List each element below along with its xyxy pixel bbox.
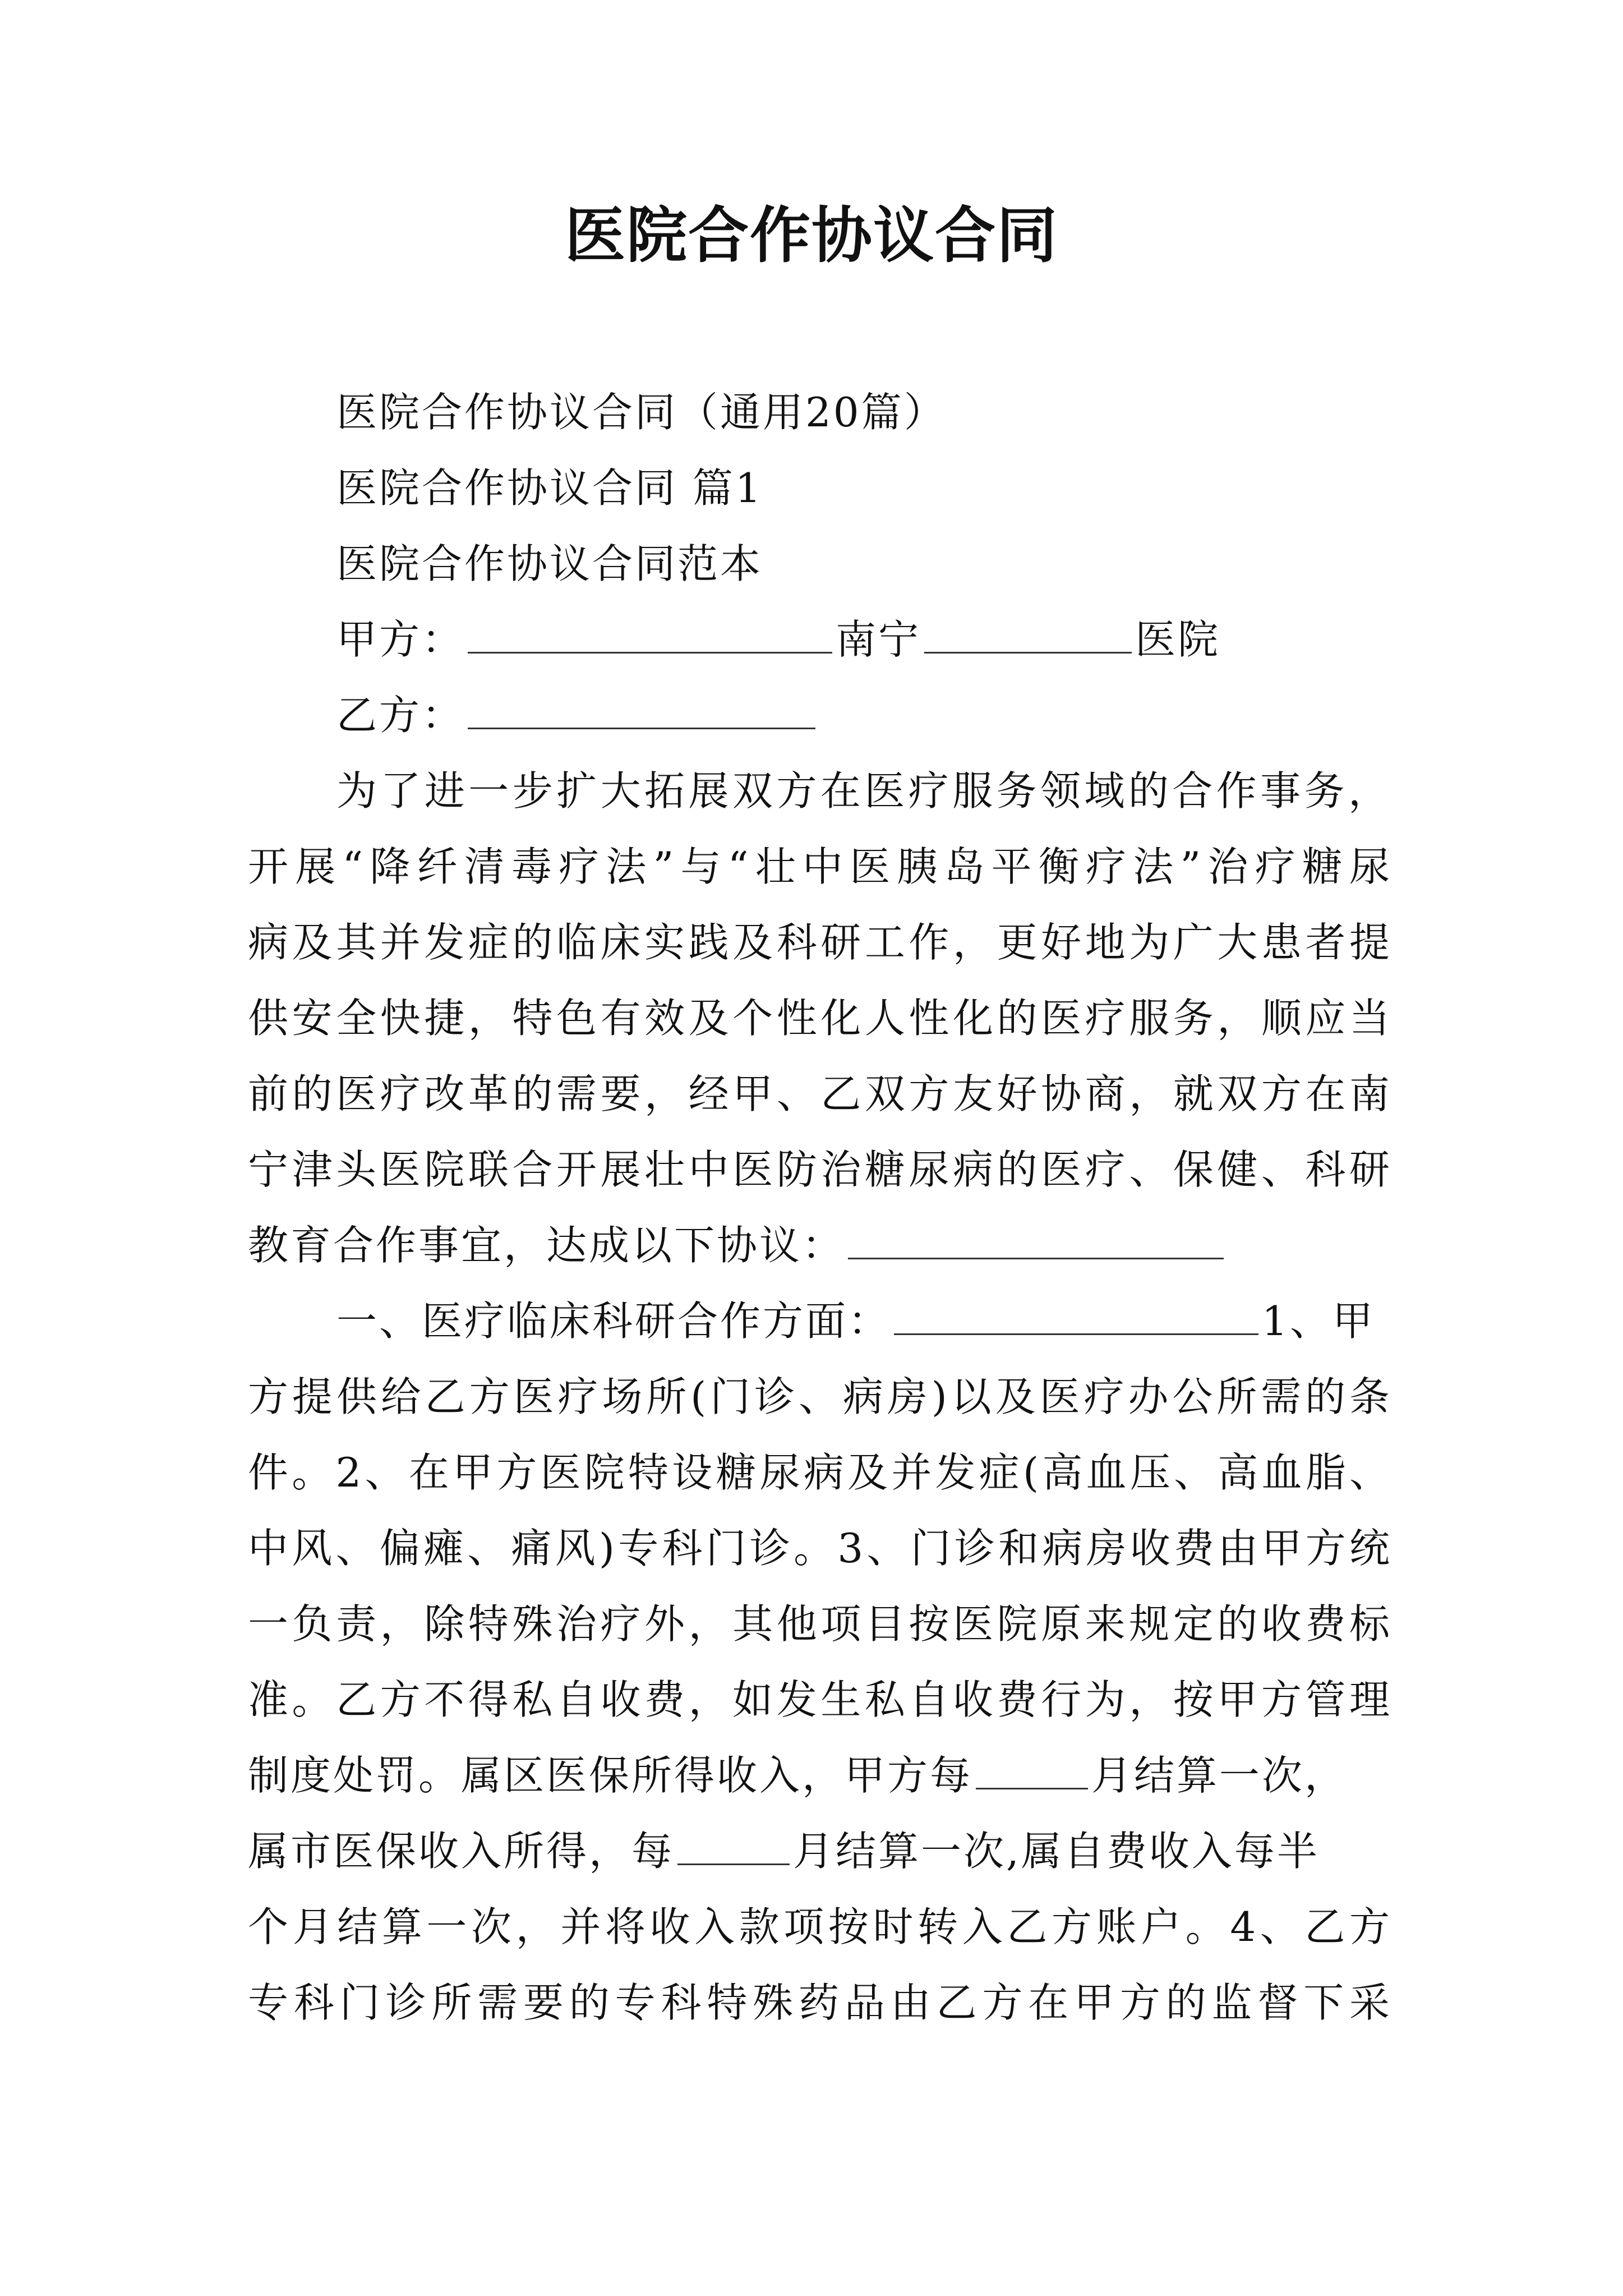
party-b-label: 乙方： [336,692,465,739]
section1-line-9: 专科门诊所需要的专科特殊药品由乙方在甲方的监督下采 [248,1979,1392,2026]
section1-line-6: 制度处罚。属区医保所得收入，甲方每 月结算一次， [248,1752,1348,1799]
section1-blank [894,1299,1258,1335]
section1-line-5: 准。乙方不得私自收费，如发生私自收费行为，按甲方管理 [248,1676,1392,1723]
section1-line-7: 属市医保收入所得，每 月结算一次,属自费收入每半 [248,1828,1320,1875]
document-title: 医院合作协议合同 [564,200,1058,271]
intro-line-4: 供安全快捷，特色有效及个性化人性化的医疗服务，顺应当 [248,995,1392,1042]
party-a-line [336,614,1220,665]
intro-line-6: 宁津头医院联合开展壮中医防治糖尿病的医疗、保健、科研 [248,1146,1392,1193]
party-b-blank [468,693,815,729]
intro-line-1: 为了进一步扩大拓展双方在医疗服务领域的合作事务， [336,767,1391,815]
party-a-blank-1 [468,617,832,654]
party-a-suffix: 医院 [1135,616,1221,663]
intro-line-5: 前的医疗改革的需要，经甲、乙双方友好协商，就双方在南 [248,1070,1392,1117]
intro-line-2: 开展“降纤清毒疗法”与“壮中医胰岛平衡疗法”治疗糖尿 [248,843,1392,890]
document-subtitle: 医院合作协议合同（通用20篇） [336,389,947,436]
party-a-middle: 南宁 [836,616,921,663]
section1-line-2: 件。2、在甲方医院特设糖尿病及并发症(高血压、高血脂、 [248,1449,1392,1496]
settlement-blank-1 [976,1753,1088,1789]
section1-line-4: 一负责，除特殊治疗外，其他项目按医院原来规定的收费标 [248,1600,1392,1648]
section1-line-1: 方提供给乙方医疗场所(门诊、病房)以及医疗办公所需的条 [248,1373,1392,1420]
intro-line-7: 教育合作事宜，达成以下协议： [248,1220,1227,1271]
section1-head-tail: 1、甲 [1262,1297,1375,1345]
settlement-blank-2 [677,1829,790,1865]
section1-line-3: 中风、偏瘫、痛风)专科门诊。3、门诊和病房收费由甲方统 [248,1525,1392,1572]
party-a-blank-2 [924,617,1132,654]
section1-heading: 一、医疗临床科研合作方面： [336,1297,891,1345]
section1-line-8: 个月结算一次，并将收入款项按时转入乙方账户。4、乙方 [248,1903,1392,1950]
template-name: 医院合作协议合同范本 [336,540,763,587]
intro-line-3: 病及其并发症的临床实践及科研工作，更好地为广大患者提 [248,919,1392,966]
intro-blank [848,1223,1224,1259]
chapter-heading: 医院合作协议合同 篇1 [336,464,763,512]
party-a-label: 甲方： [336,616,465,663]
section1-heading-line [336,1296,1391,1346]
party-b-line [336,690,819,740]
